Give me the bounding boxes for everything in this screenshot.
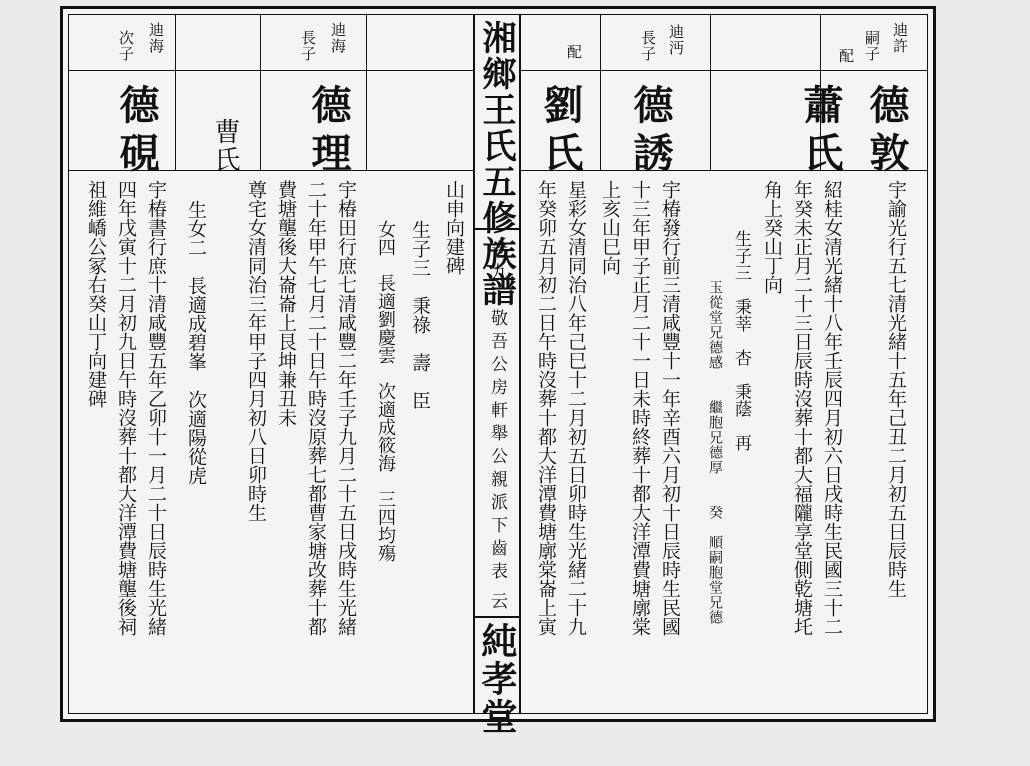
person-name: 德硯 [113, 84, 160, 180]
heading-father: 迪海 [329, 22, 347, 54]
title-band-border-right [519, 14, 521, 714]
header-divider-left [68, 70, 473, 71]
record-line: 星彩女清同治八年己巳十二月初五日卯時生光緒二十九 [565, 180, 587, 636]
heading-father: 迪海 [147, 22, 165, 54]
record-line: 宇椿田行庶七清咸豐二年壬子九月二十五日戌時生光緒 [335, 180, 357, 636]
record-line: 祖維嶠公冢右癸山丁向建碑 [85, 180, 107, 408]
person-name: 德誘 [627, 84, 674, 180]
book-title: 湘鄉王氏五修族譜 [476, 20, 516, 308]
heading-father: 迪許 [891, 22, 909, 54]
heading-spouse: 配 [565, 44, 583, 60]
heading-father: 迪沔 [667, 24, 685, 56]
record-line: 二十年甲午七月二十日午時沒原葬七都曹家塘改葬十都 [305, 180, 327, 636]
spouse-name: 蕭氏 [797, 84, 844, 180]
record-line: 尊宅女清同治三年甲子四月初八日卯時生 [245, 180, 267, 522]
record-line: 生子三 秉祿 壽 臣 [409, 220, 431, 410]
hall-name: 純孝堂 [476, 622, 518, 736]
record-line: 十三年甲子正月二十一日未時終葬十都大洋潭費塘廓棠 [629, 180, 651, 636]
record-line: 年癸卯五月初二日午時沒葬十都大洋潭費塘廓棠崙上寅 [535, 180, 557, 636]
record-line: 上亥山巳向 [599, 180, 621, 275]
record-line: 年癸未正月二十三日辰時沒葬十都大福隴享堂側乾塘圫 [791, 180, 813, 636]
section-label: 卷九 敬吾公房軒舉公親派下齒表 [487, 240, 507, 585]
heading-spouse: 配 [837, 48, 855, 64]
record-line: 玉從堂兄德感 繼胞兄德厚 癸 順嗣胞堂兄德 [707, 280, 723, 625]
heading-relation: 嗣子 [863, 30, 881, 62]
heading-relation: 長子 [299, 30, 317, 62]
record-line: 角上癸山丁向 [761, 180, 783, 294]
page-number: 云 [487, 592, 507, 609]
column-rule [600, 14, 601, 170]
title-band-border-left [473, 14, 475, 714]
record-line: 宇椿發行前三清咸豐十一年辛酉六月初十日辰時生民國 [659, 180, 681, 636]
record-line: 紹桂女清光緒十八年壬辰四月初六日戌時生民國三十二 [821, 180, 843, 636]
column-rule [260, 14, 261, 170]
heading-relation: 次子 [117, 30, 135, 62]
column-rule [366, 14, 367, 170]
spouse-name: 曹氏 [210, 118, 240, 174]
record-line: 生子三 秉莘 杏 秉蔭 再 [731, 230, 751, 451]
spouse-name: 劉氏 [537, 84, 584, 180]
column-rule [710, 14, 711, 170]
record-line: 生女二 長適成碧峯 次適陽從虎 [185, 200, 207, 485]
title-band-divider [473, 616, 521, 618]
header-divider-right [521, 70, 928, 71]
record-line: 費塘壟後大崙崙上艮坤兼丑未 [275, 180, 297, 427]
column-rule [175, 14, 176, 170]
record-line: 女四 長適劉慶雲 次適成筱海 三四均殤 [375, 220, 396, 562]
record-line: 宇椿書行庶十清咸豐五年乙卯十一月二十日辰時生光緒 [145, 180, 167, 636]
person-name: 德理 [305, 84, 352, 180]
person-name: 德敦 [863, 84, 910, 180]
record-line: 山申向建碑 [443, 180, 465, 275]
record-line: 宇諭光行五七清光緒十五年己丑二月初五日辰時生 [885, 180, 907, 598]
record-line: 四年戊寅十二月初九日午時沒葬十都大洋潭費塘壟後祠 [115, 180, 137, 636]
heading-relation: 長子 [639, 30, 657, 62]
